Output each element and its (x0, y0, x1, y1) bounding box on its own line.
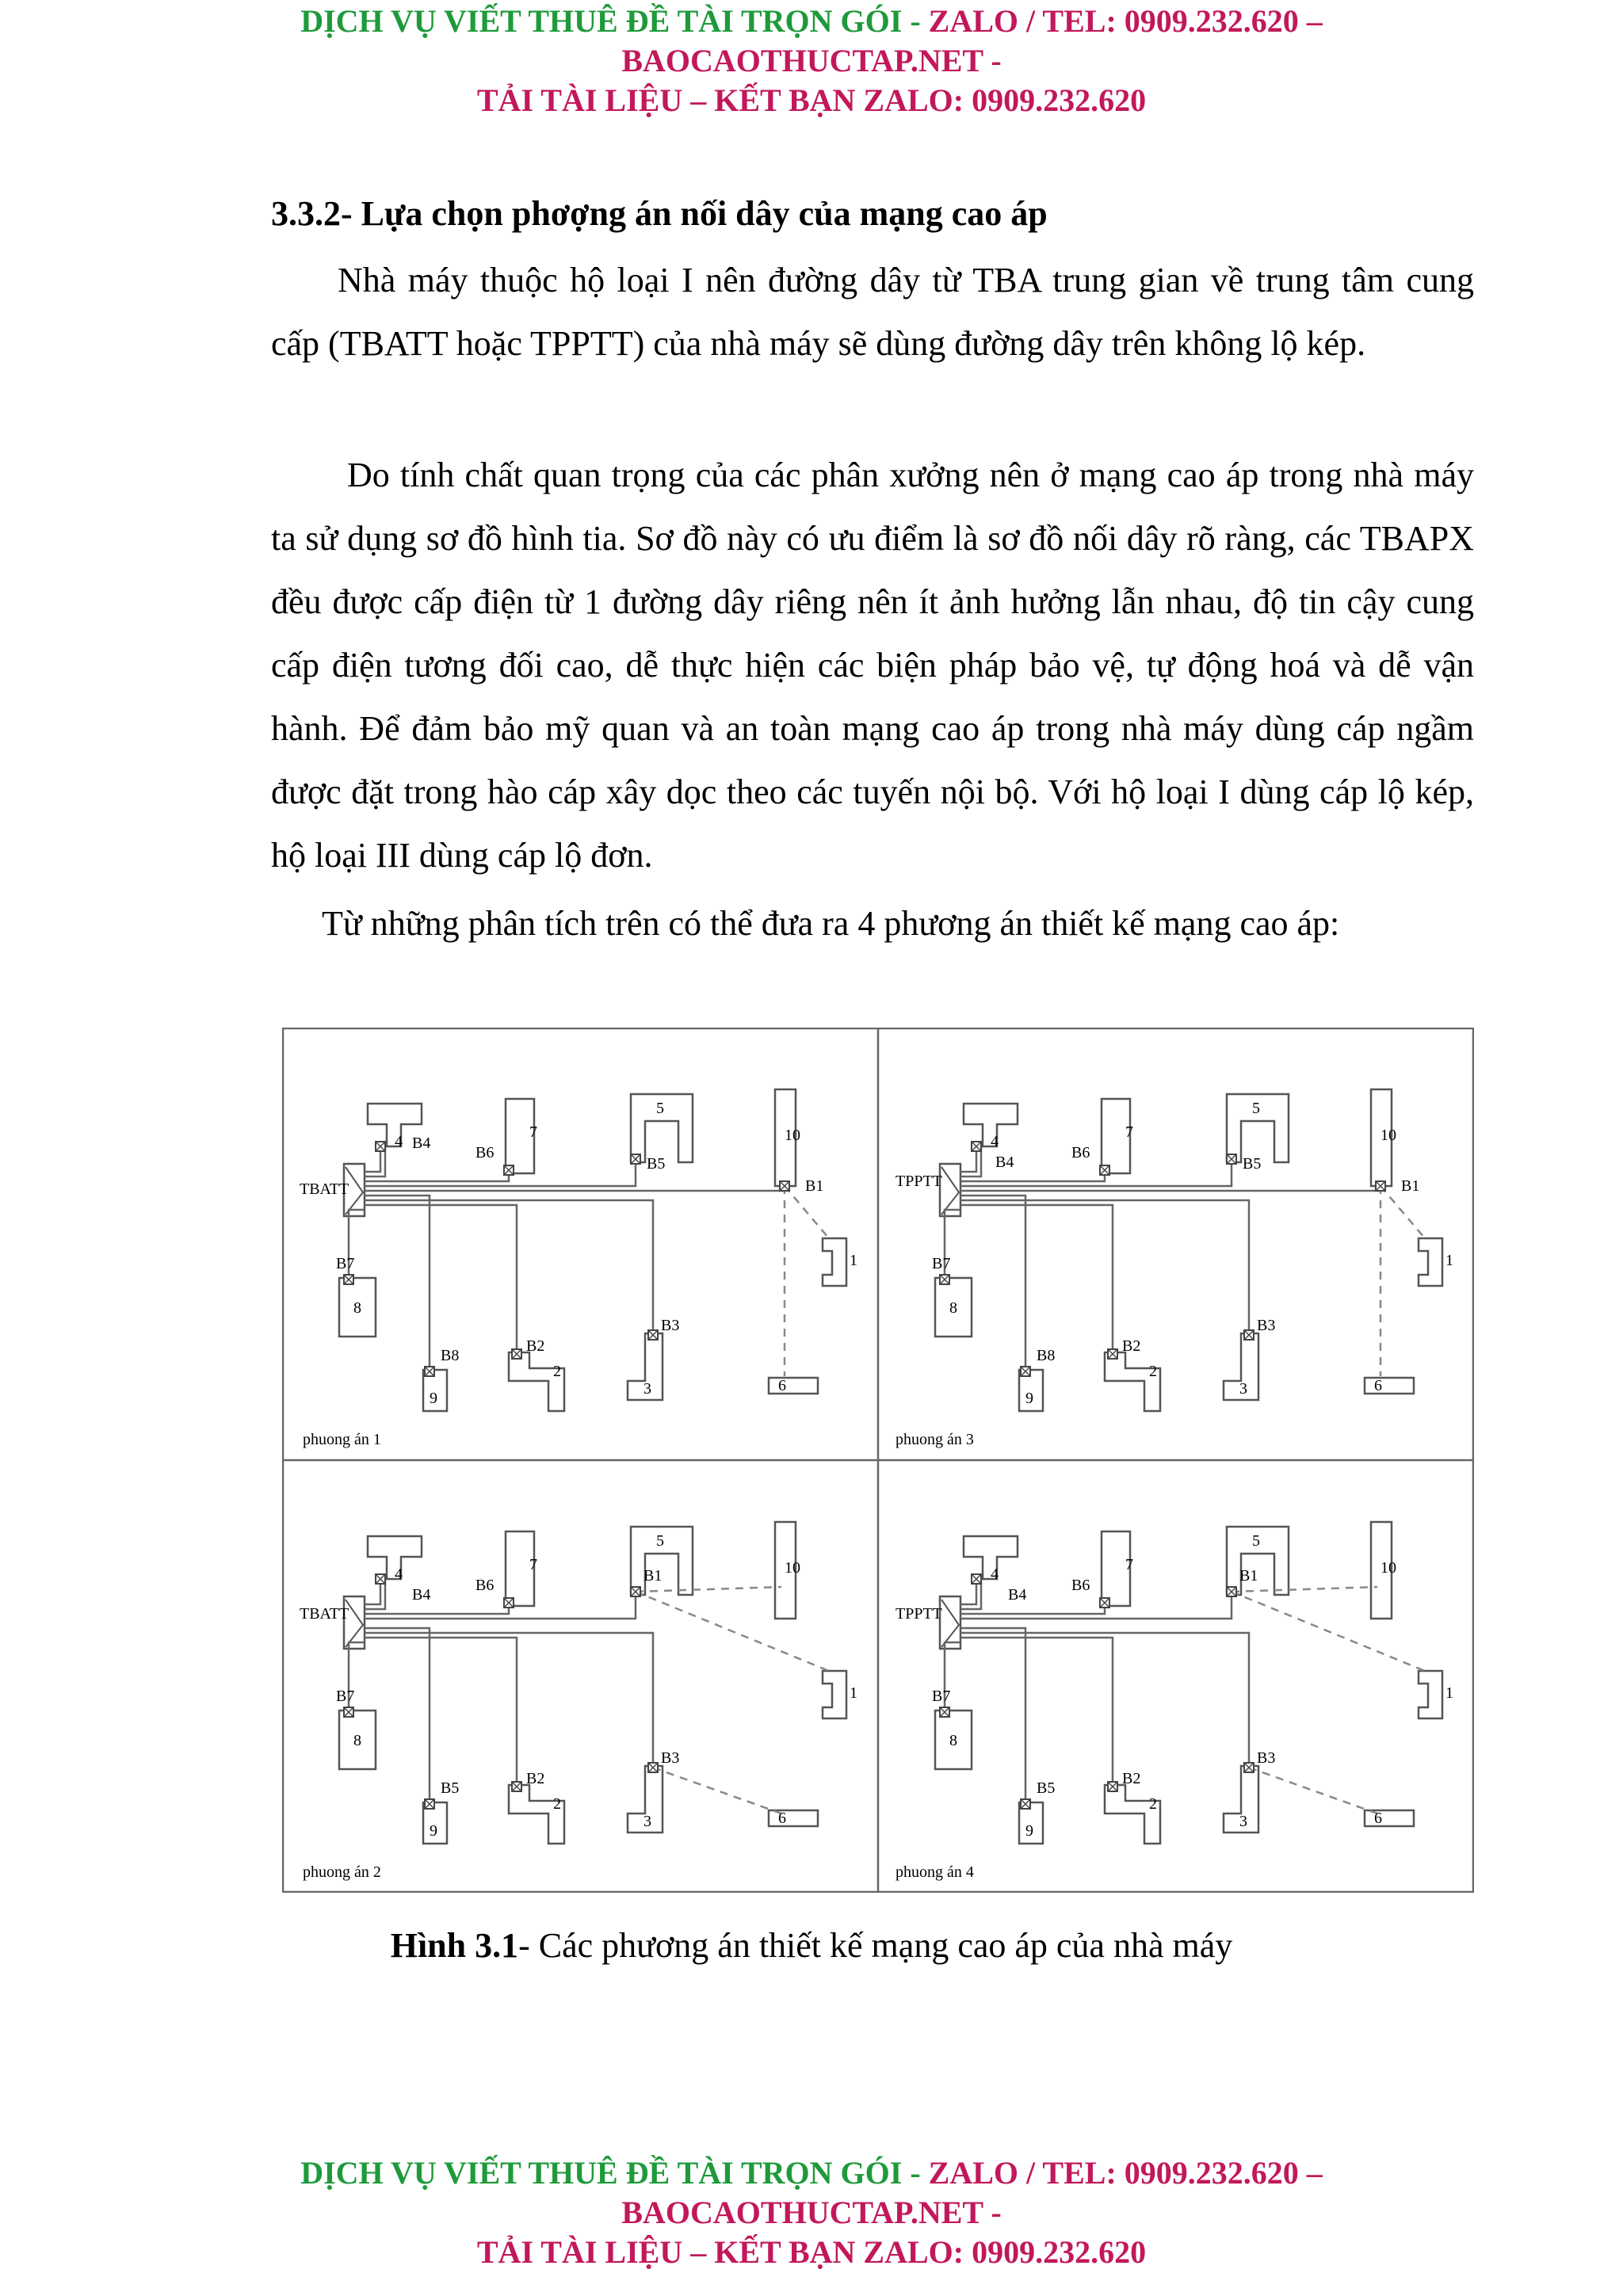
building-1-label: 1 (1445, 1684, 1453, 1702)
banner-phone-text: ZALO / TEL: 0909.232.620 – (928, 2155, 1323, 2191)
building-9-label: 9 (430, 1390, 437, 1407)
label-b1: B1 (643, 1567, 663, 1585)
label-b4: B4 (412, 1586, 431, 1604)
label-b7: B7 (932, 1688, 951, 1705)
caption-text: - Các phương án thiết kế mạng cao áp của nhà máy (518, 1926, 1233, 1965)
label-b3: B3 (661, 1317, 680, 1334)
center-station-label: TBATT (300, 1180, 349, 1198)
building-2-label: 2 (553, 1363, 561, 1380)
building-8-label: 8 (353, 1299, 361, 1317)
building-6-label: 6 (778, 1810, 786, 1827)
paragraph-1: Nhà máy thuộc hộ loại I nên đường dây từ TBA trung gian về trung tâm cung cấp (TBATT hoặc TPPTT) của nhà máy sẽ dùng đường dây trên không lộ kép. (271, 261, 1474, 363)
center-station-label: TPPTT (896, 1173, 942, 1190)
building-4-label: 4 (395, 1566, 403, 1583)
panel-title: phuong án 2 (303, 1863, 381, 1881)
building-3-label: 3 (643, 1813, 651, 1830)
building-7-label: 7 (1125, 1556, 1133, 1573)
building-6-label: 6 (1374, 1377, 1382, 1394)
label-b1: B1 (805, 1177, 824, 1195)
building-5-label: 5 (1252, 1100, 1260, 1117)
caption-label: Hình 3.1 (390, 1926, 519, 1965)
label-b3: B3 (1257, 1317, 1276, 1334)
building-3-label: 3 (1239, 1813, 1247, 1830)
banner-service-text: DỊCH VỤ VIẾT THUÊ ĐỀ TÀI TRỌN GÓI - (300, 2155, 929, 2191)
building-1-label: 1 (1445, 1252, 1453, 1269)
label-b2: B2 (1122, 1770, 1141, 1787)
banner-site-link[interactable]: BAOCAOTHUCTAP.NET - (621, 43, 1002, 78)
building-4-label: 4 (991, 1566, 999, 1583)
building-8-label: 8 (353, 1732, 361, 1749)
label-b4: B4 (995, 1154, 1014, 1171)
building-10-label: 10 (1381, 1559, 1396, 1577)
building-10-label: 10 (785, 1127, 800, 1144)
panel-title: phuong án 3 (896, 1431, 974, 1448)
banner-zalo-text: TẢI TÀI LIỆU – KẾT BẠN ZALO: 0909.232.620 (476, 82, 1147, 118)
building-10-label: 10 (785, 1559, 800, 1577)
panel-title: phuong án 1 (303, 1431, 381, 1448)
center-station-label: TPPTT (896, 1605, 942, 1623)
building-5-label: 5 (656, 1100, 664, 1117)
banner-site-link[interactable]: BAOCAOTHUCTAP.NET - (621, 2195, 1002, 2230)
label-b5: B5 (647, 1155, 666, 1173)
building-2-label: 2 (1149, 1795, 1157, 1813)
building-2-label: 2 (1149, 1363, 1157, 1380)
building-3-label: 3 (643, 1380, 651, 1398)
label-b6: B6 (475, 1144, 495, 1161)
building-8-label: 8 (949, 1732, 957, 1749)
label-b3: B3 (661, 1749, 680, 1767)
label-b7: B7 (336, 1255, 355, 1272)
header-banner (0, 2, 1623, 120)
building-2-label: 2 (553, 1795, 561, 1813)
building-6-label: 6 (1374, 1810, 1382, 1827)
banner-service-text: DỊCH VỤ VIẾT THUÊ ĐỀ TÀI TRỌN GÓI - (300, 3, 929, 39)
center-station-label: TBATT (300, 1605, 349, 1623)
building-9-label: 9 (430, 1822, 437, 1840)
section-heading: 3.3.2- Lựa chọn phơợng án nối dây của mạng cao áp (271, 194, 1048, 233)
label-b6: B6 (475, 1577, 495, 1594)
building-7-label: 7 (529, 1556, 537, 1573)
label-b5: B5 (1037, 1779, 1056, 1797)
banner-phone-text: ZALO / TEL: 0909.232.620 – (928, 3, 1323, 39)
building-4-label: 4 (395, 1133, 403, 1150)
label-b1: B1 (1401, 1177, 1420, 1195)
label-b5: B5 (441, 1779, 460, 1797)
building-4-label: 4 (991, 1133, 999, 1150)
building-7-label: 7 (1125, 1123, 1133, 1141)
building-3-label: 3 (1239, 1380, 1247, 1398)
label-b5: B5 (1243, 1155, 1262, 1173)
panel-title: phuong án 4 (896, 1863, 974, 1881)
building-9-label: 9 (1025, 1390, 1033, 1407)
label-b7: B7 (932, 1255, 951, 1272)
building-5-label: 5 (656, 1532, 664, 1550)
label-b2: B2 (526, 1770, 545, 1787)
label-b4: B4 (412, 1135, 431, 1152)
label-b7: B7 (336, 1688, 355, 1705)
building-10-label: 10 (1381, 1127, 1396, 1144)
building-6-label: 6 (778, 1377, 786, 1394)
label-b8: B8 (1037, 1347, 1056, 1364)
paragraph-3: Từ những phân tích trên có thể đưa ra 4 phương án thiết kế mạng cao áp: (322, 904, 1340, 943)
building-8-label: 8 (949, 1299, 957, 1317)
label-b3: B3 (1257, 1749, 1276, 1767)
label-b6: B6 (1071, 1577, 1090, 1594)
building-7-label: 7 (529, 1123, 537, 1141)
building-1-label: 1 (850, 1252, 857, 1269)
label-b8: B8 (441, 1347, 460, 1364)
building-1-label: 1 (850, 1684, 857, 1702)
building-5-label: 5 (1252, 1532, 1260, 1550)
figure-caption (0, 1925, 1623, 1966)
paragraph-2: Do tính chất quan trọng của các phân xưởng nên ở mạng cao áp trong nhà máy ta sử dụng sơ đồ hình tia. Sơ đồ này có ưu điểm là sơ đồ nối dây rõ ràng, các TBAPX đều được cấp điện từ 1 đường dây riêng nên ít ảnh hưởng lẫn nhau, độ tin cậy cung cấp điện tương đối cao, dễ thực hiện các biện pháp bảo vệ, tự động hoá và dễ vận hành. Để đảm bảo mỹ quan và an toàn mạng cao áp trong nhà máy dùng cáp ngầm được đặt trong hào cáp xây dọc theo các tuyến nội bộ. Với hộ loại I dùng cáp lộ kép, hộ loại III dùng cáp lộ đơn. (271, 456, 1474, 875)
label-b6: B6 (1071, 1144, 1090, 1161)
label-b1: B1 (1239, 1567, 1258, 1585)
figure-network-options (282, 1028, 1474, 1893)
building-9-label: 9 (1025, 1822, 1033, 1840)
banner-zalo-text: TẢI TÀI LIỆU – KẾT BẠN ZALO: 0909.232.620 (476, 2234, 1147, 2270)
label-b4: B4 (1008, 1586, 1027, 1604)
label-b2: B2 (1122, 1337, 1141, 1355)
label-b2: B2 (526, 1337, 545, 1355)
footer-banner (0, 2153, 1623, 2272)
